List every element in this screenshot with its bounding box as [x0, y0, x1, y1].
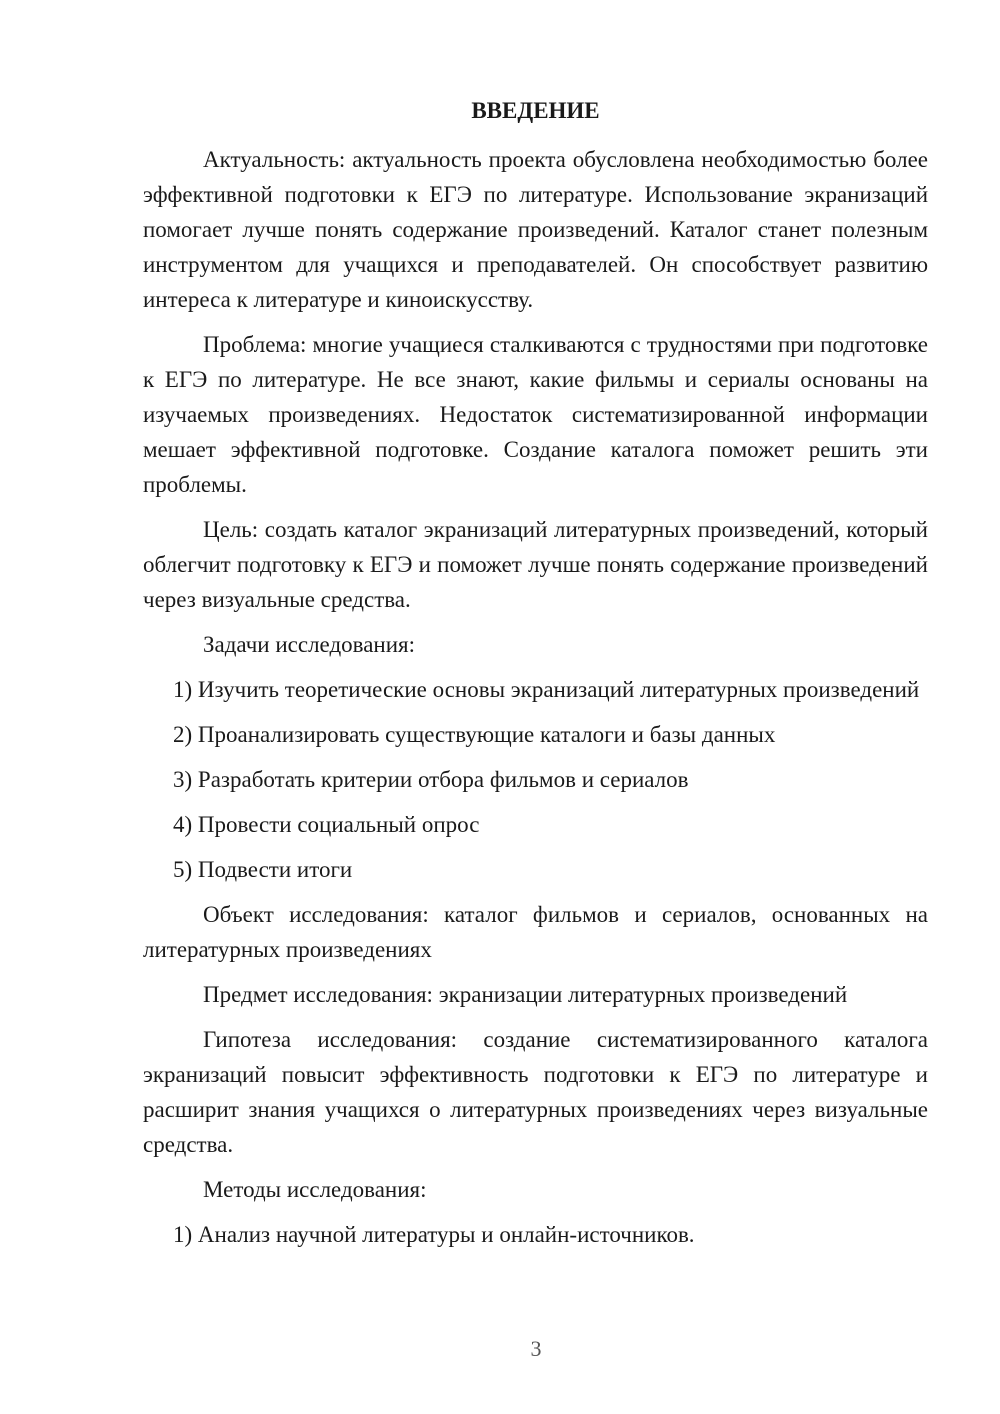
- relevance-paragraph: Актуальность: актуальность проекта обусловлена необходимостью более эффективной подготовки к ЕГЭ по литературе. Использование экранизаций помогает лучше понять содержание произведений. Каталог станет полезным инструментом для учащихся и преподавателей. Он способствует развитию интереса к литературе и киноискусству.: [143, 147, 928, 312]
- page-title: ВВЕДЕНИЕ: [471, 98, 600, 123]
- goal-paragraph: Цель: создать каталог экранизаций литературных произведений, который облегчит подготовку к ЕГЭ и поможет лучше понять содержание произведений через визуальные средства.: [143, 517, 928, 612]
- list-item: 2) Проанализировать существующие каталоги и базы данных: [173, 722, 776, 747]
- object-paragraph: Объект исследования: каталог фильмов и сериалов, основанных на литературных произведениях: [143, 902, 928, 962]
- page-number: 3: [530, 1336, 542, 1361]
- list-item: 1) Анализ научной литературы и онлайн-источников.: [173, 1222, 695, 1247]
- hypothesis-paragraph: Гипотеза исследования: создание систематизированного каталога экранизаций повысит эффективность подготовки к ЕГЭ по литературе и расширит знания учащихся о литературных произведениях через визуальные средства.: [143, 1027, 928, 1157]
- list-item: 3) Разработать критерии отбора фильмов и сериалов: [173, 767, 689, 792]
- methods-list: [143, 1217, 928, 1252]
- list-item: 1) Изучить теоретические основы экранизаций литературных произведений: [173, 677, 920, 702]
- subject-paragraph: Предмет исследования: экранизации литературных произведений: [203, 982, 848, 1007]
- tasks-list: [143, 672, 928, 887]
- tasks-heading: Задачи исследования:: [203, 632, 416, 657]
- problem-paragraph: Проблема: многие учащиеся сталкиваются с трудностями при подготовке к ЕГЭ по литературе. Не все знают, какие фильмы и сериалы основаны на изучаемых произведениях. Недостаток систематизированной информации мешает эффективной подготовке. Создание каталога поможет решить эти проблемы.: [143, 332, 928, 497]
- methods-heading: Методы исследования:: [203, 1177, 427, 1202]
- list-item: 5) Подвести итоги: [173, 857, 353, 882]
- document-body: [143, 142, 928, 1262]
- list-item: 4) Провести социальный опрос: [173, 812, 480, 837]
